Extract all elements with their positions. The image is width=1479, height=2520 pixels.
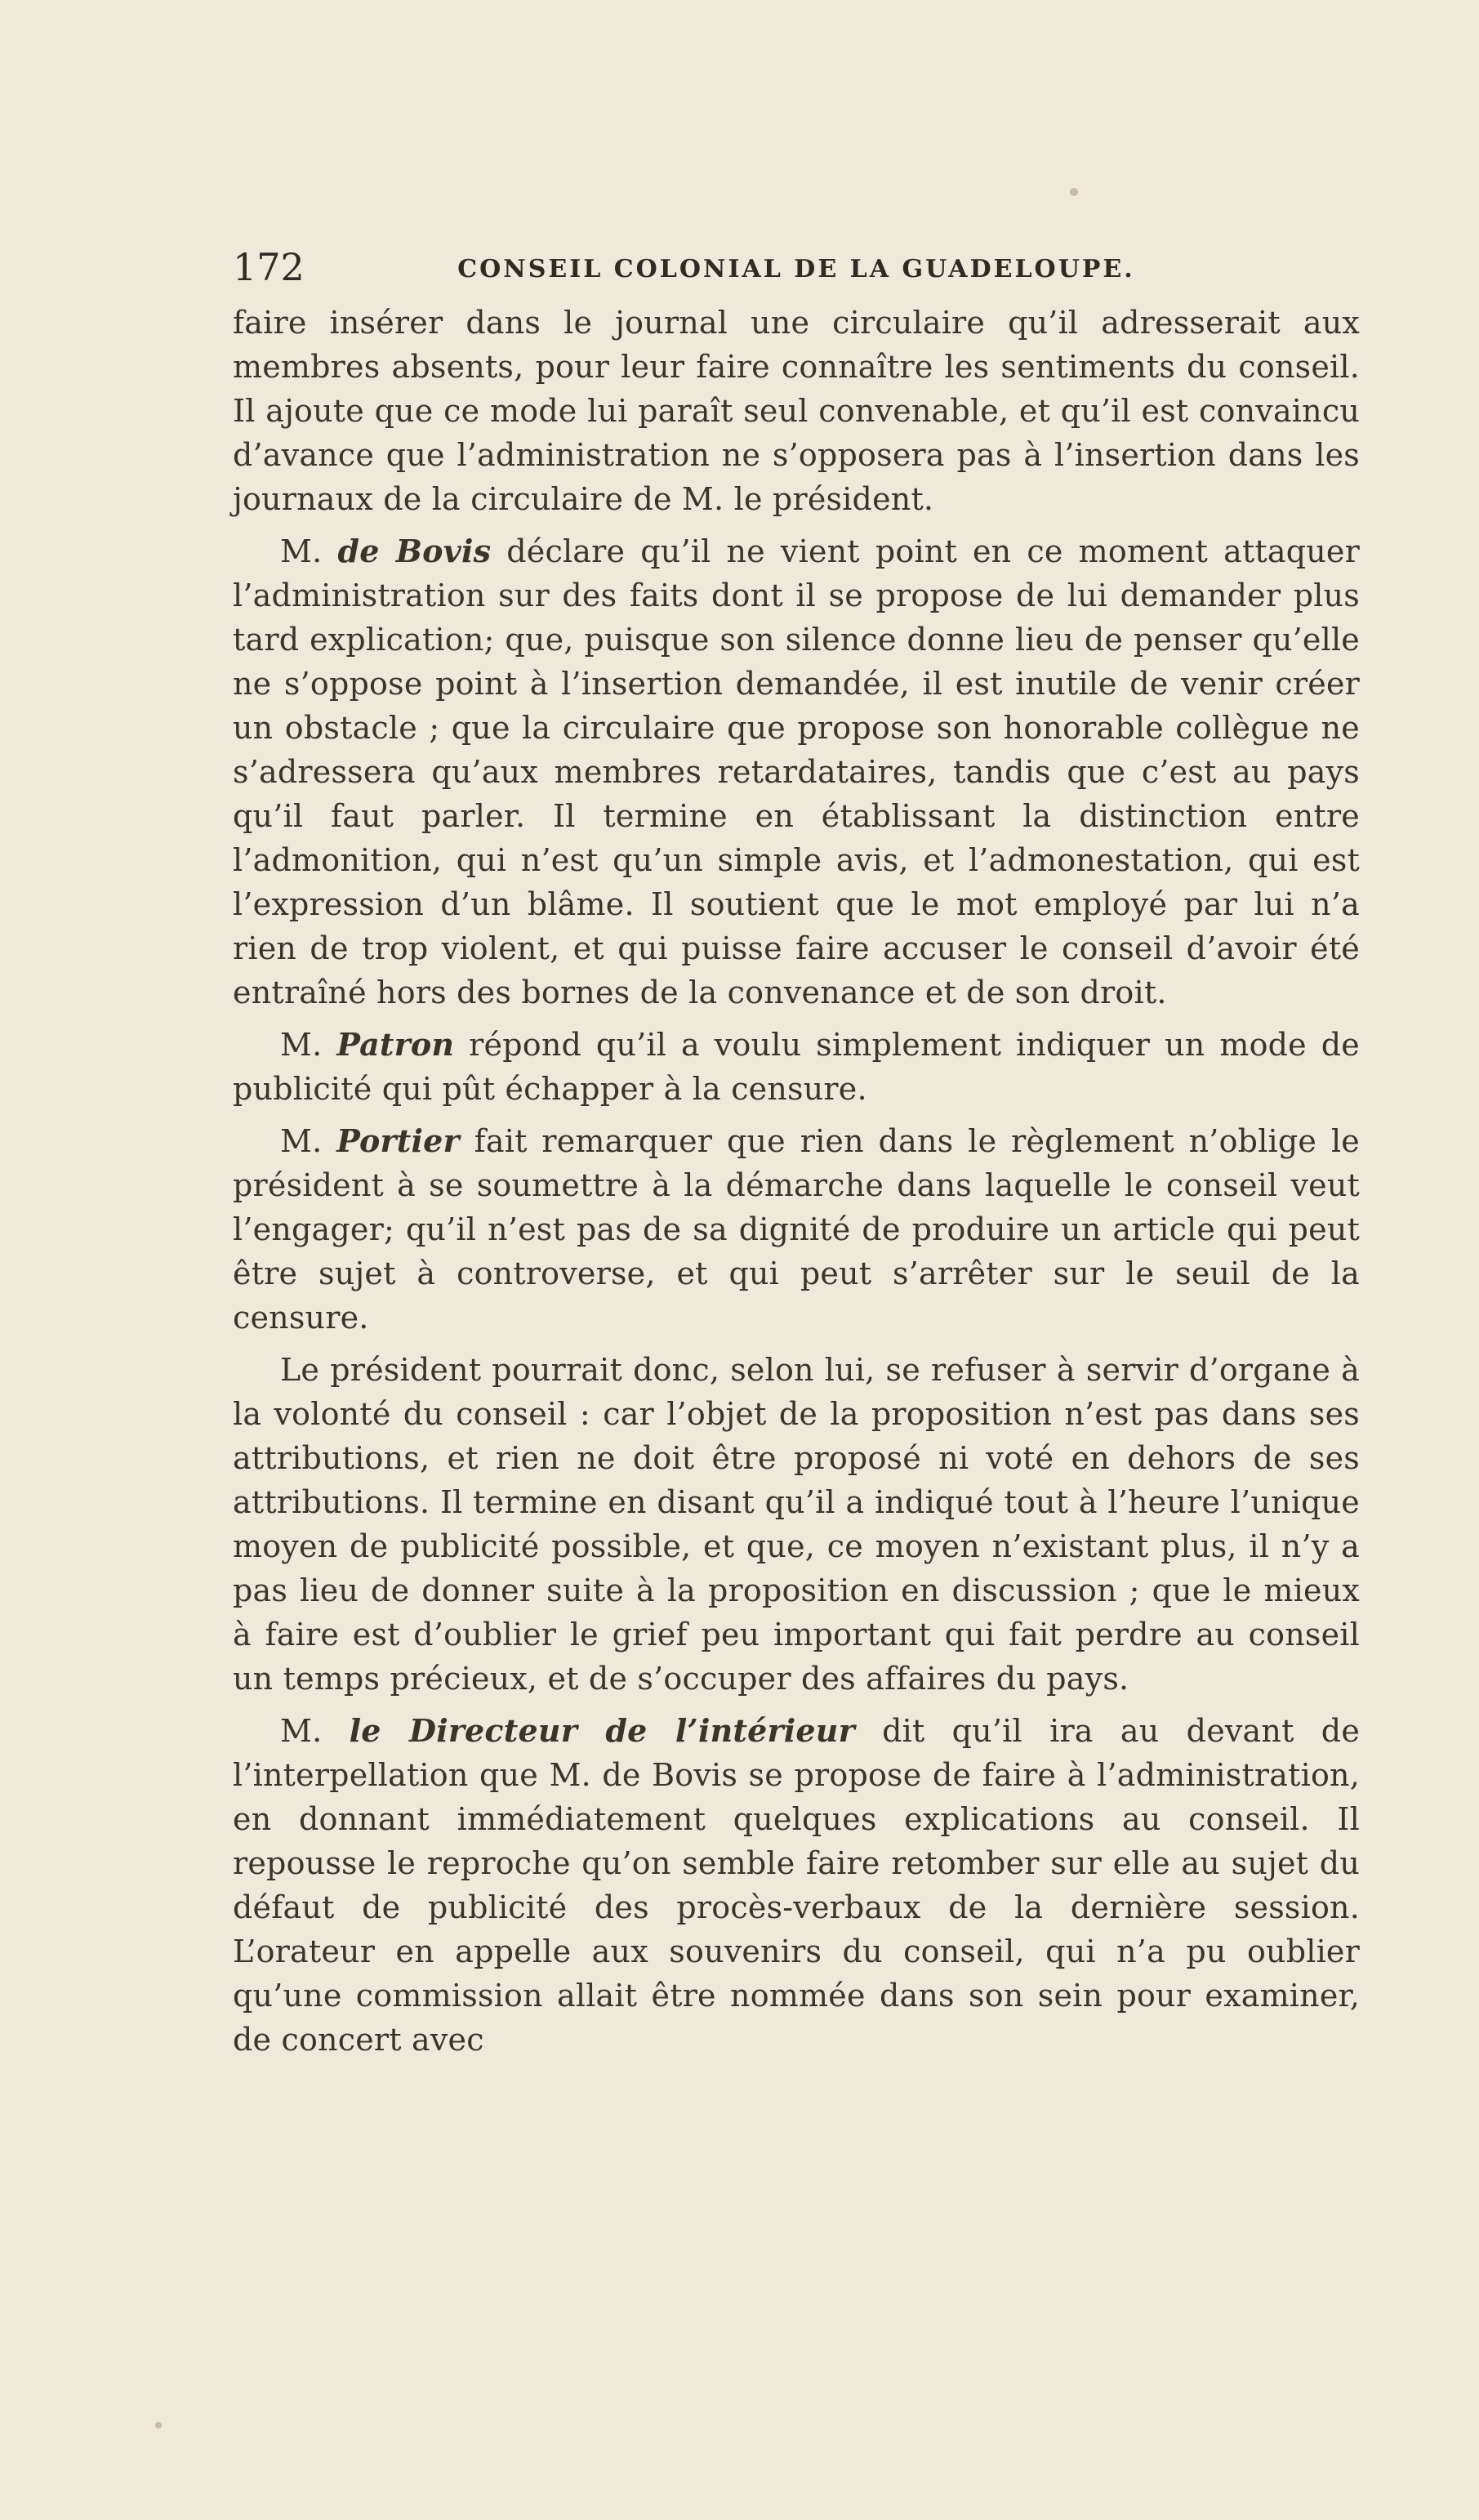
page bbox=[233, 245, 1360, 2062]
paragraph bbox=[233, 1348, 1360, 1701]
ink-speck bbox=[1070, 188, 1078, 196]
running-head bbox=[233, 245, 1360, 292]
running-title: CONSEIL COLONIAL DE LA GUADELOUPE. bbox=[457, 255, 1135, 283]
speaker-prefix: M. bbox=[280, 1123, 337, 1159]
paragraph-text: dit qu’il ira au devant de l’interpellation que M. de Bovis se propose de faire à l’administration, en donnant immédiatement quelques explications au conseil. Il repousse le reproche qu’on semble faire retomber sur elle au sujet du défaut de publicité des procès-verbaux de la dernière session. L’orateur en appelle aux souvenirs du conseil, qui n’a pu oublier qu’une commission allait être nommée dans son sein pour examiner, de concert avec bbox=[233, 1713, 1361, 2058]
page-number: 172 bbox=[233, 245, 305, 289]
body-text bbox=[233, 301, 1360, 2062]
speaker-name: de Bovis bbox=[337, 533, 492, 569]
paragraph bbox=[233, 1023, 1360, 1111]
speaker-prefix: M. bbox=[280, 1027, 337, 1063]
speaker-name: le Directeur de l’intérieur bbox=[349, 1712, 855, 1749]
speaker-prefix: M. bbox=[280, 1713, 350, 1749]
paragraph-text: Le président pourrait donc, selon lui, se refuser à servir d’organe à la volonté du conseil : car l’objet de la proposition n’est pas dans ses attributions, et rien ne doit être proposé ni voté en dehors de ses attributions. Il termine en disant qu’il a indiqué tout à l’heure l’unique moyen de publicité possible, et que, ce moyen n’existant plus, il n’y a pas lieu de donner suite à la proposition en discussion ; que le mieux à faire est d’oublier le grief peu important qui fait perdre au conseil un temps précieux, et de s’occuper des affaires du pays. bbox=[233, 1352, 1360, 1697]
paragraph-text: déclare qu’il ne vient point en ce moment attaquer l’administration sur des faits dont il se propose de lui demander plus tard explication; que, puisque son silence donne lieu de penser qu’elle ne s’oppose point à l’insertion demandée, il est inutile de venir créer un obstacle ; que la circulaire que propose son honorable collègue ne s’adressera qu’aux membres retardataires, tandis que c’est au pays qu’il faut parler. Il termine en établissant la distinction entre l’admonition, qui n’est qu’un simple avis, et l’admonestation, qui est l’expression d’un blâme. Il soutient que le mot employé par lui n’a rien de trop violent, et qui puisse faire accuser le conseil d’avoir été entraîné hors des bornes de la convenance et de son droit. bbox=[233, 533, 1360, 1010]
ink-speck bbox=[155, 2422, 162, 2429]
paragraph bbox=[233, 529, 1360, 1015]
speaker-name: Patron bbox=[336, 1026, 455, 1063]
speaker-prefix: M. bbox=[280, 533, 338, 569]
paragraph-text: répond qu’il a voulu simplement indiquer un mode de publicité qui pût échapper à la censure. bbox=[233, 1027, 1360, 1107]
paragraph-text: faire insérer dans le journal une circulaire qu’il adresserait aux membres absents, pour leur faire connaître les sentiments du conseil. Il ajoute que ce mode lui paraît seul convenable, et qu’il est convaincu d’avance que l’administration ne s’opposera pas à l’insertion dans les journaux de la circulaire de M. le président. bbox=[233, 305, 1360, 517]
paragraph bbox=[233, 1119, 1360, 1340]
paragraph bbox=[233, 301, 1360, 521]
speaker-name: Portier bbox=[336, 1122, 460, 1159]
paragraph bbox=[233, 1709, 1360, 2062]
paragraph-text: fait remarquer que rien dans le règlement n’oblige le président à se soumettre à la démarche dans laquelle le conseil veut l’engager; qu’il n’est pas de sa dignité de produire un article qui peut être sujet à controverse, et qui peut s’arrêter sur le seuil de la censure. bbox=[233, 1123, 1360, 1336]
